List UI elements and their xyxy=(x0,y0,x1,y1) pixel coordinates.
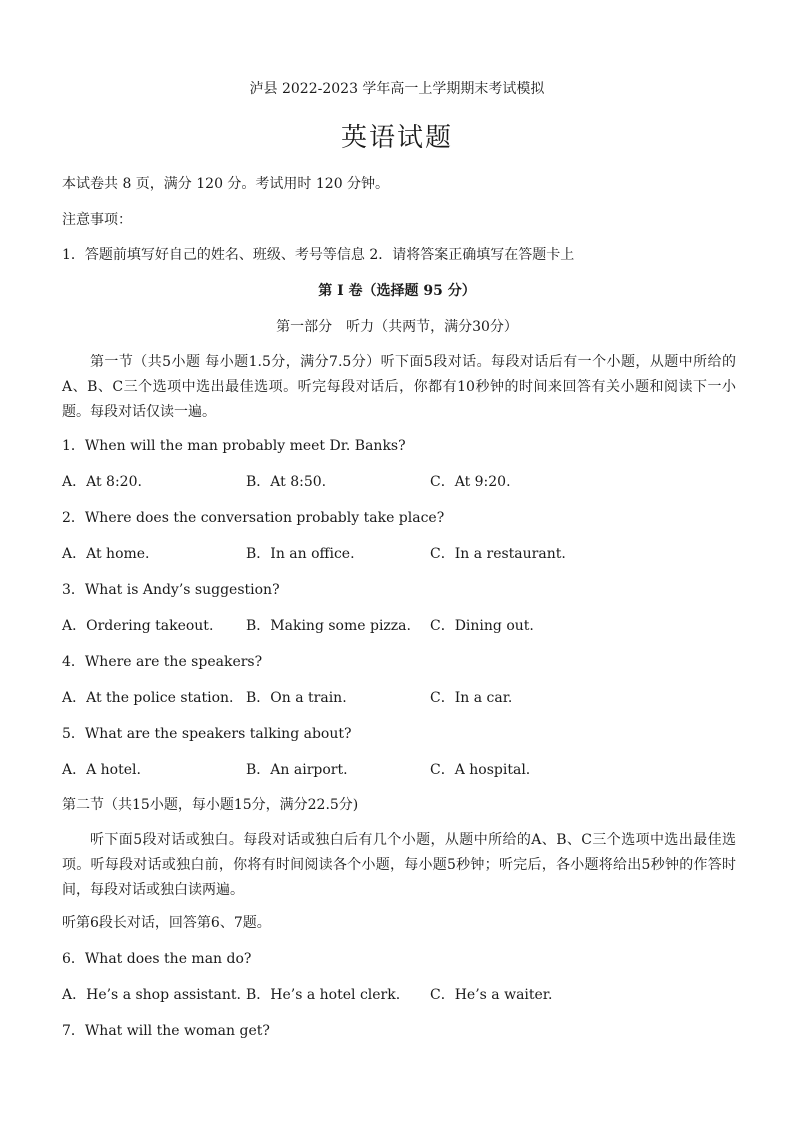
question-4: 4．Where are the speakers? xyxy=(62,654,263,670)
question-5: 5．What are the speakers talking about? xyxy=(62,726,352,742)
option-4a: A．At the police station. xyxy=(62,690,234,706)
section2-instructions: 听下面5段对话或独白。每段对话或独白后有几个小题，从题中所给的A、B、C三个选项中选出最佳选项。听每段对话或独白前，你将有时间阅读各个小题，每小题5秒钟；听完后，各小题将给出5秒钟的作答时间，每段对话或独白读两遍。 xyxy=(62,832,736,898)
option-1b: B．At 8:50. xyxy=(246,474,327,490)
question-6: 6．What does the man do? xyxy=(62,951,252,967)
option-2b: B．In an office. xyxy=(246,546,355,562)
option-5c: C．A hospital. xyxy=(430,762,531,778)
option-1c: C．At 9:20. xyxy=(430,474,511,490)
exam-subtitle: 泸县 2022-2023 学年高一上学期期末考试模拟 xyxy=(249,81,545,97)
option-3a: A．Ordering takeout. xyxy=(62,618,214,634)
option-6b: B．He’s a hotel clerk. xyxy=(246,987,401,1003)
question-2: 2．Where does the conversation probably take place? xyxy=(62,510,445,526)
option-4b: B．On a train. xyxy=(246,690,347,706)
question-7: 7．What will the woman get? xyxy=(62,1023,270,1039)
option-5b: B．An airport. xyxy=(246,762,348,778)
notice-text: 1．答题前填写好自己的姓名、班级、考号等信息 2．请将答案正确填写在答题卡上 xyxy=(62,247,575,263)
option-6a: A．He’s a shop assistant. xyxy=(62,987,241,1003)
volume-title: 第 I 卷（选择题 95 分） xyxy=(318,283,476,299)
question-3: 3．What is Andy’s suggestion? xyxy=(62,582,280,598)
option-6c: C．He’s a waiter. xyxy=(430,987,553,1003)
option-3b: B．Making some pizza. xyxy=(246,618,411,634)
option-5a: A．A hotel. xyxy=(62,762,141,778)
part-title: 第一部分 听力（共两节，满分30分） xyxy=(276,319,518,335)
option-4c: C．In a car. xyxy=(430,690,513,706)
option-2a: A．At home. xyxy=(62,546,150,562)
notice-label: 注意事项： xyxy=(62,212,132,228)
section2-title: 第二节（共15小题，每小题15分，满分22.5分) xyxy=(62,797,359,813)
section1-instructions: 第一节（共5小题 每小题1.5分，满分7.5分）听下面5段对话。每段对话后有一个小题，从题中所给的A、B、C三个选项中选出最佳选项。听完每段对话后，你都有10秒钟的时间来回答有关小题和阅读下一小题。每段对话仅读一遍。 xyxy=(62,354,736,420)
question-1: 1．When will the man probably meet Dr. Banks? xyxy=(62,438,406,454)
option-3c: C．Dining out. xyxy=(430,618,534,634)
exam-title: 英语试题 xyxy=(340,123,453,153)
dialogue-6-intro: 听第6段长对话，回答第6、7题。 xyxy=(62,915,271,931)
exam-info: 本试卷共 8 页，满分 120 分。考试用时 120 分钟。 xyxy=(62,176,390,192)
option-2c: C．In a restaurant. xyxy=(430,546,566,562)
option-1a: A．At 8:20. xyxy=(62,474,142,490)
